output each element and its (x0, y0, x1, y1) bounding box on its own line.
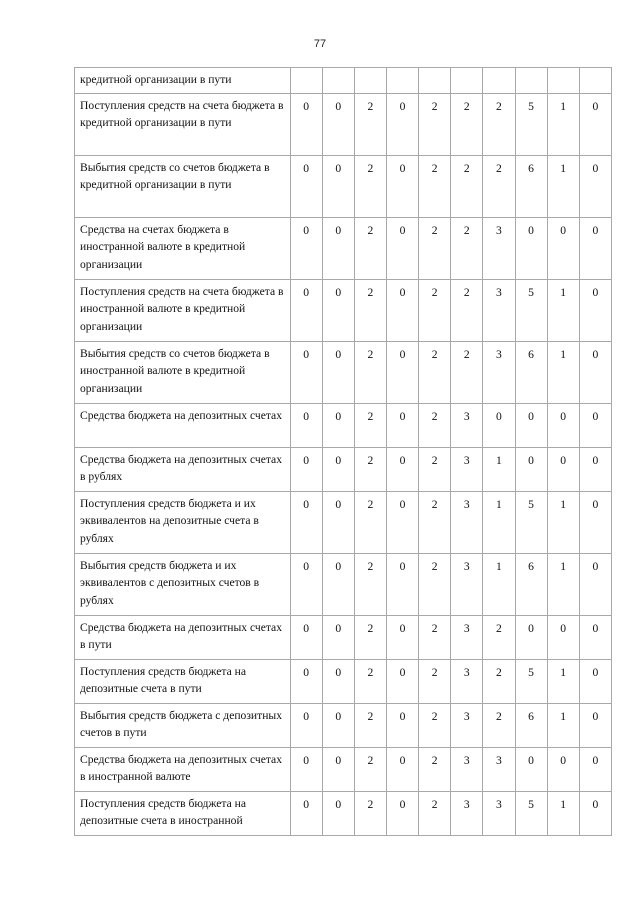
account-code-digit-cell: 3 (483, 279, 515, 341)
account-code-digit-cell: 2 (354, 491, 386, 553)
account-code-digit-cell: 0 (322, 791, 354, 835)
account-code-digit-cell: 0 (322, 93, 354, 155)
account-code-digit-cell: 2 (483, 615, 515, 659)
account-code-digit-cell: 3 (451, 615, 483, 659)
account-code-digit-cell: 3 (483, 791, 515, 835)
account-code-digit-cell: 2 (354, 703, 386, 747)
account-code-digit-cell: 2 (419, 155, 451, 217)
account-code-digit-cell: 3 (451, 491, 483, 553)
account-codes-table (74, 67, 612, 836)
table-row (75, 279, 612, 341)
account-code-digit-cell: 0 (322, 217, 354, 279)
account-code-digit-cell: 2 (451, 155, 483, 217)
account-code-digit-cell: 2 (483, 93, 515, 155)
account-code-digit-cell: 0 (387, 447, 419, 491)
account-code-digit-cell: 0 (290, 615, 322, 659)
account-code-digit-cell: 0 (387, 615, 419, 659)
account-code-digit-cell: 0 (290, 341, 322, 403)
account-code-digit-cell: 0 (290, 155, 322, 217)
table-row (75, 491, 612, 553)
account-code-digit-cell (322, 68, 354, 94)
account-code-digit-cell: 0 (387, 403, 419, 447)
table-row (75, 791, 612, 835)
account-code-digit-cell: 3 (451, 403, 483, 447)
table-row (75, 155, 612, 217)
account-code-digit-cell: 1 (483, 553, 515, 615)
account-code-digit-cell: 0 (290, 791, 322, 835)
account-code-digit-cell: 0 (387, 279, 419, 341)
account-code-digit-cell: 0 (322, 447, 354, 491)
account-code-digit-cell: 2 (483, 155, 515, 217)
table-row (75, 341, 612, 403)
account-code-digit-cell: 0 (515, 747, 547, 791)
table-row (75, 217, 612, 279)
account-code-digit-cell: 0 (515, 403, 547, 447)
account-code-digit-cell: 1 (547, 491, 579, 553)
account-code-digit-cell: 6 (515, 155, 547, 217)
account-code-digit-cell: 2 (419, 791, 451, 835)
account-code-digit-cell: 0 (322, 659, 354, 703)
account-code-digit-cell: 0 (290, 279, 322, 341)
account-code-digit-cell: 0 (579, 341, 611, 403)
account-code-digit-cell: 1 (547, 279, 579, 341)
account-code-digit-cell: 2 (419, 491, 451, 553)
account-code-digit-cell: 6 (515, 553, 547, 615)
account-code-digit-cell: 0 (515, 447, 547, 491)
account-code-digit-cell: 5 (515, 279, 547, 341)
account-code-digit-cell: 0 (290, 703, 322, 747)
account-code-digit-cell: 0 (547, 615, 579, 659)
account-code-digit-cell: 5 (515, 791, 547, 835)
account-code-digit-cell: 1 (547, 93, 579, 155)
account-code-digit-cell: 3 (451, 553, 483, 615)
account-code-digit-cell: 2 (419, 615, 451, 659)
account-code-digit-cell: 0 (579, 703, 611, 747)
account-code-digit-cell: 5 (515, 93, 547, 155)
account-code-digit-cell (419, 68, 451, 94)
account-code-digit-cell: 0 (387, 553, 419, 615)
account-code-digit-cell (579, 68, 611, 94)
account-code-digit-cell: 0 (322, 341, 354, 403)
table-row (75, 553, 612, 615)
account-code-digit-cell: 2 (451, 341, 483, 403)
account-code-digit-cell: 2 (451, 279, 483, 341)
account-code-digit-cell: 3 (451, 447, 483, 491)
account-code-digit-cell: 0 (579, 491, 611, 553)
account-code-digit-cell: 0 (547, 447, 579, 491)
account-code-digit-cell: 2 (354, 341, 386, 403)
account-name-cell: Поступления средств бюджета на депозитные счета в пути (75, 659, 291, 703)
account-code-digit-cell: 5 (515, 491, 547, 553)
account-name-cell: Выбытия средств со счетов бюджета в иностранной валюте в кредитной организации (75, 341, 291, 403)
account-code-digit-cell: 2 (354, 791, 386, 835)
account-code-digit-cell: 2 (451, 93, 483, 155)
account-code-digit-cell: 3 (451, 703, 483, 747)
account-code-digit-cell: 2 (354, 747, 386, 791)
account-code-digit-cell: 0 (547, 217, 579, 279)
account-code-digit-cell: 0 (579, 553, 611, 615)
account-code-digit-cell: 0 (579, 217, 611, 279)
account-code-digit-cell: 0 (322, 747, 354, 791)
account-code-digit-cell: 0 (322, 553, 354, 615)
account-code-digit-cell: 2 (419, 217, 451, 279)
account-code-digit-cell: 0 (387, 703, 419, 747)
account-code-digit-cell: 0 (515, 615, 547, 659)
account-code-digit-cell: 0 (579, 447, 611, 491)
table-row (75, 447, 612, 491)
account-name-cell: Выбытия средств со счетов бюджета в кредитной организации в пути (75, 155, 291, 217)
account-code-digit-cell: 0 (579, 155, 611, 217)
account-code-digit-cell: 0 (322, 155, 354, 217)
account-code-digit-cell: 0 (290, 217, 322, 279)
table-row (75, 747, 612, 791)
account-code-digit-cell: 1 (483, 447, 515, 491)
table-row (75, 68, 612, 94)
account-name-cell: Выбытия средств бюджета и их эквивалентов с депозитных счетов в рублях (75, 553, 291, 615)
account-code-digit-cell: 2 (354, 659, 386, 703)
account-code-digit-cell: 0 (322, 491, 354, 553)
account-code-digit-cell (451, 68, 483, 94)
account-code-digit-cell: 0 (579, 659, 611, 703)
account-name-cell: кредитной организации в пути (75, 68, 291, 94)
account-code-digit-cell: 0 (579, 791, 611, 835)
account-code-digit-cell: 0 (579, 279, 611, 341)
account-code-digit-cell: 2 (354, 615, 386, 659)
account-code-digit-cell: 0 (290, 553, 322, 615)
account-code-digit-cell: 2 (354, 155, 386, 217)
account-code-digit-cell: 2 (419, 659, 451, 703)
account-code-digit-cell: 0 (579, 747, 611, 791)
account-name-cell: Выбытия средств бюджета с депозитных счетов в пути (75, 703, 291, 747)
table-body (75, 68, 612, 836)
account-code-digit-cell: 2 (483, 659, 515, 703)
account-code-digit-cell: 0 (387, 217, 419, 279)
account-code-digit-cell: 2 (419, 279, 451, 341)
account-code-digit-cell: 0 (547, 403, 579, 447)
account-code-digit-cell: 0 (290, 447, 322, 491)
account-code-digit-cell: 1 (483, 491, 515, 553)
page-number: 77 (313, 38, 327, 50)
account-code-digit-cell: 2 (419, 747, 451, 791)
account-code-digit-cell: 6 (515, 341, 547, 403)
account-name-cell: Средства бюджета на депозитных счетах в иностранной валюте (75, 747, 291, 791)
account-code-digit-cell (547, 68, 579, 94)
account-code-digit-cell: 2 (354, 403, 386, 447)
account-code-digit-cell: 2 (419, 703, 451, 747)
account-code-digit-cell: 0 (579, 93, 611, 155)
table-row (75, 93, 612, 155)
account-code-digit-cell: 2 (354, 93, 386, 155)
account-name-cell: Средства на счетах бюджета в иностранной валюте в кредитной организации (75, 217, 291, 279)
account-code-digit-cell: 2 (419, 403, 451, 447)
table-row (75, 403, 612, 447)
account-name-cell: Средства бюджета на депозитных счетах в рублях (75, 447, 291, 491)
account-code-digit-cell: 0 (387, 747, 419, 791)
account-code-digit-cell: 0 (515, 217, 547, 279)
account-code-digit-cell: 0 (322, 279, 354, 341)
account-code-digit-cell: 3 (483, 341, 515, 403)
account-code-digit-cell: 1 (547, 553, 579, 615)
account-code-digit-cell (515, 68, 547, 94)
account-code-digit-cell: 5 (515, 659, 547, 703)
account-code-digit-cell: 3 (451, 791, 483, 835)
account-name-cell: Средства бюджета на депозитных счетах в пути (75, 615, 291, 659)
account-name-cell: Средства бюджета на депозитных счетах (75, 403, 291, 447)
account-code-digit-cell: 0 (387, 341, 419, 403)
account-code-digit-cell (387, 68, 419, 94)
account-code-digit-cell: 2 (354, 553, 386, 615)
account-code-digit-cell: 0 (387, 93, 419, 155)
account-code-digit-cell (354, 68, 386, 94)
account-code-digit-cell: 0 (579, 403, 611, 447)
account-code-digit-cell: 1 (547, 155, 579, 217)
account-code-digit-cell: 3 (451, 747, 483, 791)
account-code-digit-cell: 1 (547, 659, 579, 703)
account-code-digit-cell: 0 (483, 403, 515, 447)
account-code-digit-cell: 3 (483, 747, 515, 791)
account-code-digit-cell: 3 (483, 217, 515, 279)
account-code-digit-cell: 0 (387, 155, 419, 217)
account-code-digit-cell: 2 (419, 553, 451, 615)
account-code-digit-cell: 0 (547, 747, 579, 791)
account-name-cell: Поступления средств на счета бюджета в иностранной валюте в кредитной организации (75, 279, 291, 341)
account-code-digit-cell: 2 (451, 217, 483, 279)
account-code-digit-cell: 0 (387, 491, 419, 553)
account-code-digit-cell: 2 (419, 447, 451, 491)
account-code-digit-cell: 0 (322, 703, 354, 747)
account-code-digit-cell: 3 (451, 659, 483, 703)
account-code-digit-cell: 2 (419, 341, 451, 403)
account-code-digit-cell: 2 (483, 703, 515, 747)
account-code-digit-cell: 0 (290, 93, 322, 155)
account-code-digit-cell: 0 (290, 659, 322, 703)
account-code-digit-cell: 2 (419, 93, 451, 155)
account-code-digit-cell: 0 (290, 491, 322, 553)
account-code-digit-cell: 0 (322, 403, 354, 447)
account-code-digit-cell: 2 (354, 279, 386, 341)
table-row (75, 659, 612, 703)
account-code-digit-cell: 0 (322, 615, 354, 659)
account-code-digit-cell: 1 (547, 791, 579, 835)
account-name-cell: Поступления средств бюджета на депозитные счета в иностранной (75, 791, 291, 835)
account-name-cell: Поступления средств бюджета и их эквивалентов на депозитные счета в рублях (75, 491, 291, 553)
account-code-digit-cell: 1 (547, 341, 579, 403)
account-code-digit-cell: 6 (515, 703, 547, 747)
table-row (75, 615, 612, 659)
account-code-digit-cell: 1 (547, 703, 579, 747)
account-code-digit-cell (290, 68, 322, 94)
account-code-digit-cell: 0 (290, 747, 322, 791)
table-row (75, 703, 612, 747)
account-name-cell: Поступления средств на счета бюджета в кредитной организации в пути (75, 93, 291, 155)
account-code-digit-cell: 0 (579, 615, 611, 659)
account-code-digit-cell (483, 68, 515, 94)
account-code-digit-cell: 2 (354, 217, 386, 279)
account-code-digit-cell: 0 (387, 791, 419, 835)
account-code-digit-cell: 0 (387, 659, 419, 703)
account-code-digit-cell: 0 (290, 403, 322, 447)
account-code-digit-cell: 2 (354, 447, 386, 491)
